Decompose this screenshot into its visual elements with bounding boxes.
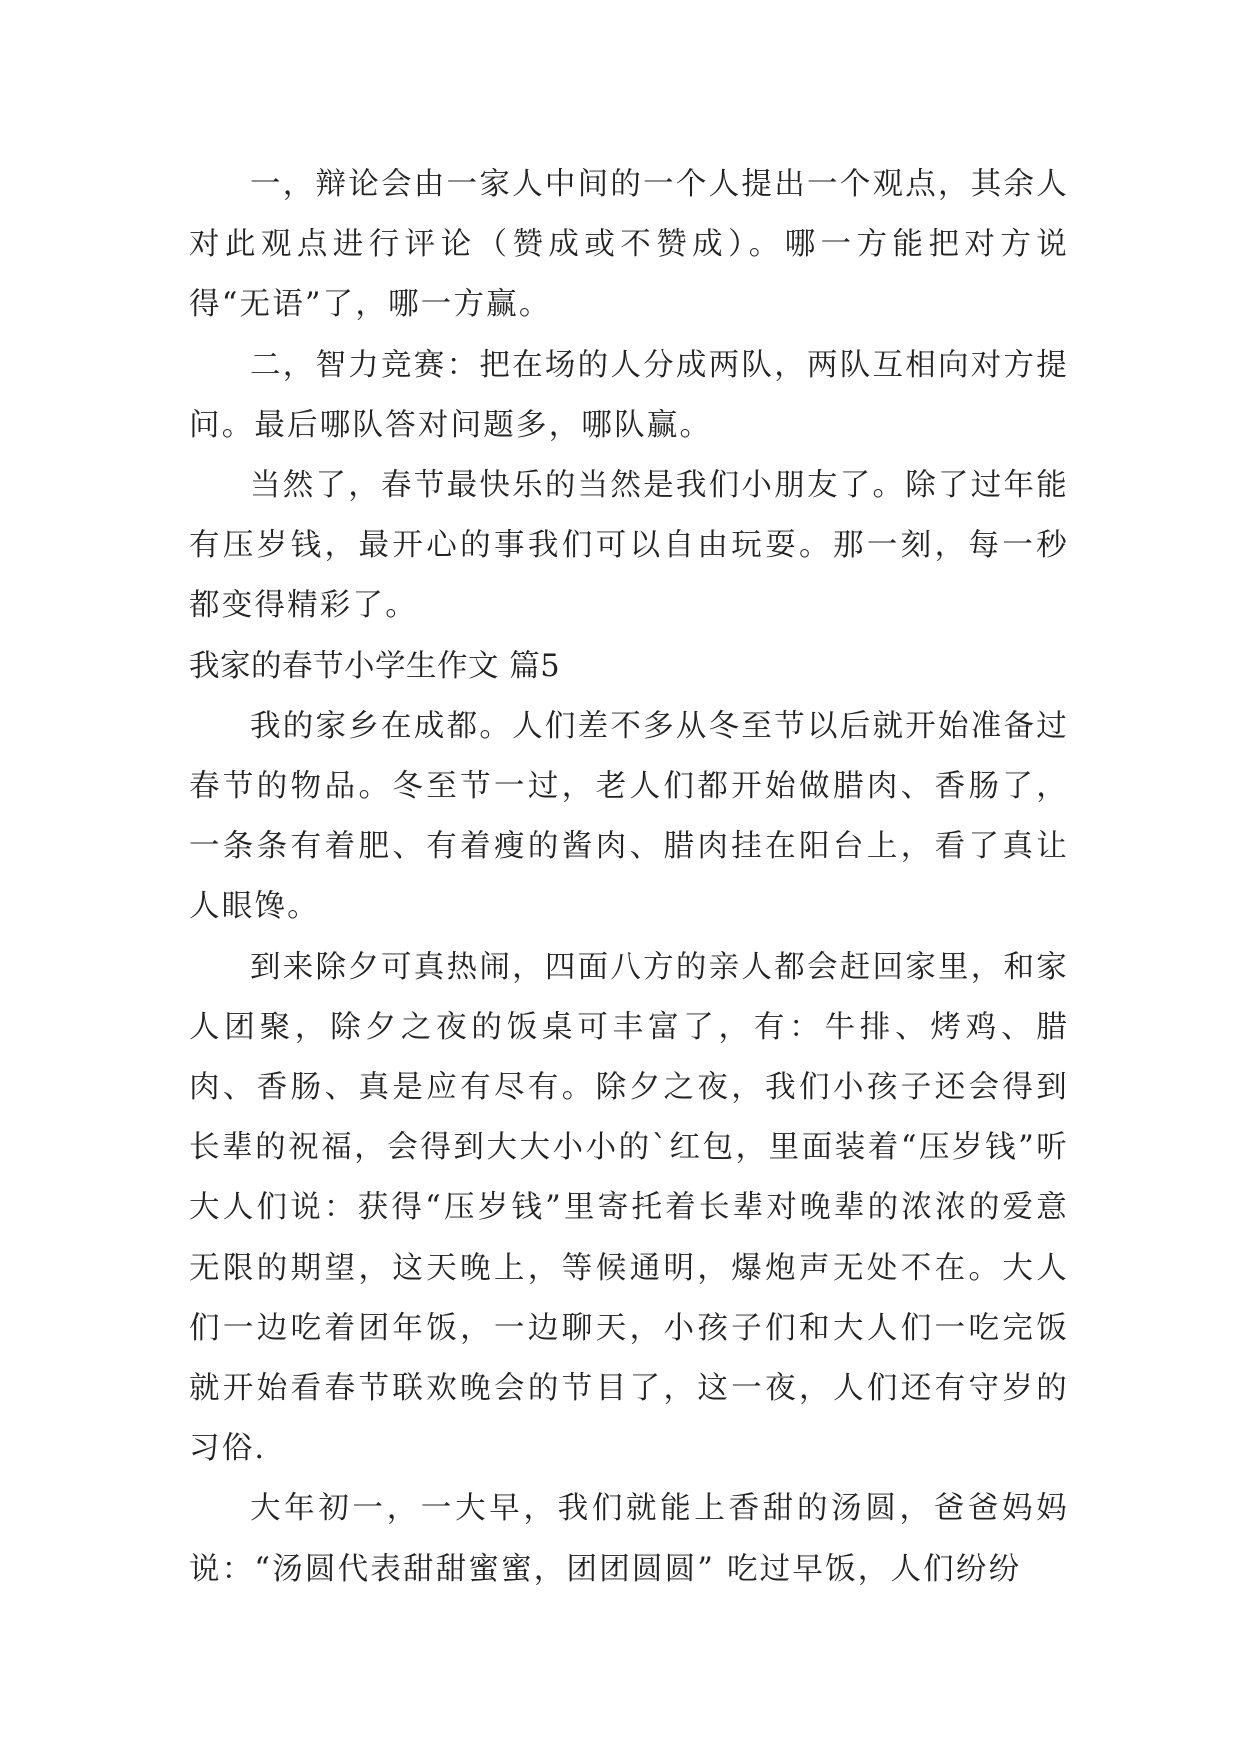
paragraph-first-day: 大年初一，一大早，我们就能上香甜的汤圆，爸爸妈妈说：“汤圆代表甜甜蜜蜜，团团圆圆” 吃过早饭，人们纷纷 [189, 1491, 1069, 1587]
paragraph-new-years-eve: 到来除夕可真热闹，四面八方的亲人都会赶回家里，和家人团聚，除夕之夜的饭桌可丰富了，有：牛排、烤鸡、腊肉、香肠、真是应有尽有。除夕之夜，我们小孩子还会得到长辈的祝福，会得到大大小小的`红包，里面装着“压岁钱”听大人们说：获得“压岁钱”里寄托着长辈对晚辈的浓浓的爱意无限的期望，这天晚上，等候通明，爆炮声无处不在。大人们一边吃着团年饭，一边聊天，小孩子们和大人们一吃完饭就开始看春节联欢晚会的节目了，这一夜，人们还有守岁的习俗. [189, 949, 1069, 1467]
paragraph-quiz: 二，智力竞赛：把在场的人分成两队，两队互相向对方提问。最后哪队答对问题多，哪队赢。 [189, 347, 1069, 443]
document-body [189, 155, 1069, 1600]
paragraph-hometown: 我的家乡在成都。人们差不多从冬至节以后就开始准备过春节的物品。冬至节一过，老人们都开始做腊肉、香肠了，一条条有着肥、有着瘦的酱肉、腊肉挂在阳台上，看了真让人眼馋。 [189, 708, 1069, 925]
section-heading: 我家的春节小学生作文 篇5 [189, 648, 561, 684]
paragraph-children-fun: 当然了，春节最快乐的当然是我们小朋友了。除了过年能有压岁钱，最开心的事我们可以自由玩耍。那一刻，每一秒都变得精彩了。 [189, 468, 1069, 624]
paragraph-debate: 一，辩论会由一家人中间的一个人提出一个观点，其余人对此观点进行评论（赞成或不赞成）。哪一方能把对方说得“无语”了，哪一方赢。 [189, 167, 1069, 323]
